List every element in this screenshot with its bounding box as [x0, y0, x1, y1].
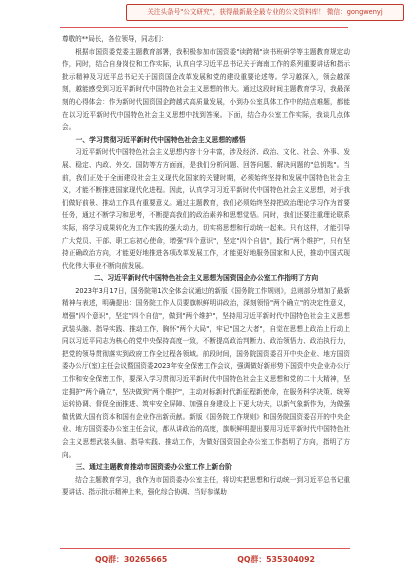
salutation: 尊敬的**局长，各位领导，同志们： — [62, 35, 168, 43]
header-rule — [60, 27, 348, 28]
section-2-heading: 二、习近平新时代中国特色社会主义思想为国资国企办公室工作指明了方向 — [93, 274, 319, 283]
intro-paragraph: 根据市国资委党委主题教育部署，我积极参加市国资委"读跨精"读书班研学等主题教育规定动作，同时，结合自身岗位和工作实际，认真自学习近平总书记关于海南工作的系列重要讲话和指示批示精神及习近平总书记关于国资国企改革发展和党的建设重要论述等。学习越深入，领会越深刻，越能感受到习近平新时代中国特色社会主义思想的伟大。通过这段时间主题教育学习，我最深刻的心得体会：作为新时代国资国企跨越式高质量发展，小到办公室具体工作中的结点难题，都能在以习近平新时代中国特色社会主义思想中找到答案。下面，结合办公室工作实际，我谈几点体会。 — [62, 47, 350, 132]
section-3-heading: 三、通过主题教育推动市国资委办公室工作上新台阶 — [75, 463, 232, 472]
document-body — [62, 33, 350, 499]
footer-qq-group-1: QQ群：30265665 — [95, 555, 168, 564]
section-2-paragraph: 2023年3月17日，国务院第1次全体会议通过的新版《国务院工作规则》，总则部分增加了最新精神与表述，明确提出：国务院工作人员要旗帜鲜明讲政治，深刻领悟"两个确立"的决定性意义，增强"四个意识"，坚定"四个自信"，做到"两个维护"，坚持用习近平新时代中国特色社会主义思想武装头脑、指导实践、推动工作，胸怀"两个大局"，牢记"国之大者"，自觉在思想上政治上行动上同以习近平同志为核心的党中央保持高度一致，不断提高政治判断力、政治领悟力、政治执行力，把党的领导贯彻落实到政府工作全过程各领域。前段时间，国务院国资委召开中央企业、地方国资委办公厅(室)主任会议暨国资委2023年安全保密工作会议，强调做好新形势下国资中央企业办公厅工作和安全保密工作，要深入学习贯彻习近平新时代中国特色社会主义思想和党的二十大精神，坚定拥护"两个确立"，坚决做到"两个维护"，主动对标新时代新征程新使命，在服务科学决策、统筹运转协调、督促全面推进、筑牢安全屏障、加强自身建设上下更大功夫，以新气象新作为，为做强做优做大国有资本和国有企业作出新贡献。新版《国务院工作规则》和国务院国资委召开的中央企业、地方国资委办公室主任会议，都从讲政治的高度，旗帜鲜明提出要用习近平新时代中国特色社会主义思想武装头脑、指导实践、推动工作，为做好国资国企办公室工作指明了方向，指明了方向。 — [62, 286, 350, 459]
section-1-paragraph: 习近平新时代中国特色社会主义思想内容十分丰富，涉及经济、政治、文化、社会、外事、发展、稳定、内政、外交、国防等方方面面，是我们分析问题、回答问题、解决问题的"总钥匙"。当前，我们正处于全面建设社会主义现代化国家的关键时期，必须始终坚持和发展中国特色社会主义，才能不断推进国家现代化进程。因此，认真学习习近平新时代中国特色社会主义思想，对于我们做好前景、推动工作具有重要意义。通过主题教育，我们必须始终坚持把政治理论学习作为首要任务，通过不断学习和思考，不断提高我们的政治素养和思想觉悟。同时，我们还要注重理论联系实际，将学习成果转化为工作实践的强大动力，切实将思想和行动统一起来。只有这样，才能引导广大党员、干部、职工忘初心使命，增强"四个意识"，坚定"四个自信"，践行"两个维护"，只有坚持正确政治方向，才能更好地推进各项改革发展工作，才能更好地服务国家和人民，推动中国式现代化伟大事业不断向前发展。 — [62, 148, 350, 270]
footer-qq-group-2: QQ群：535304092 — [237, 555, 315, 564]
footer-contact — [60, 548, 350, 565]
section-1-heading: 一、学习贯彻习近平新时代中国特色社会主义思想的感悟 — [75, 135, 246, 144]
section-3-paragraph: 结合主题教育学习，我作为市国资委办公室主任，将切实把思想和行动统一到习近平总书记重要讲话、指示批示精神上来，强化综合协调、当好参谋助 — [62, 475, 350, 497]
top-promo-banner: 关注头条号"公文研究"，获得最新最全最专业的公文资料库！ 微信：gongwenyj — [126, 4, 404, 21]
